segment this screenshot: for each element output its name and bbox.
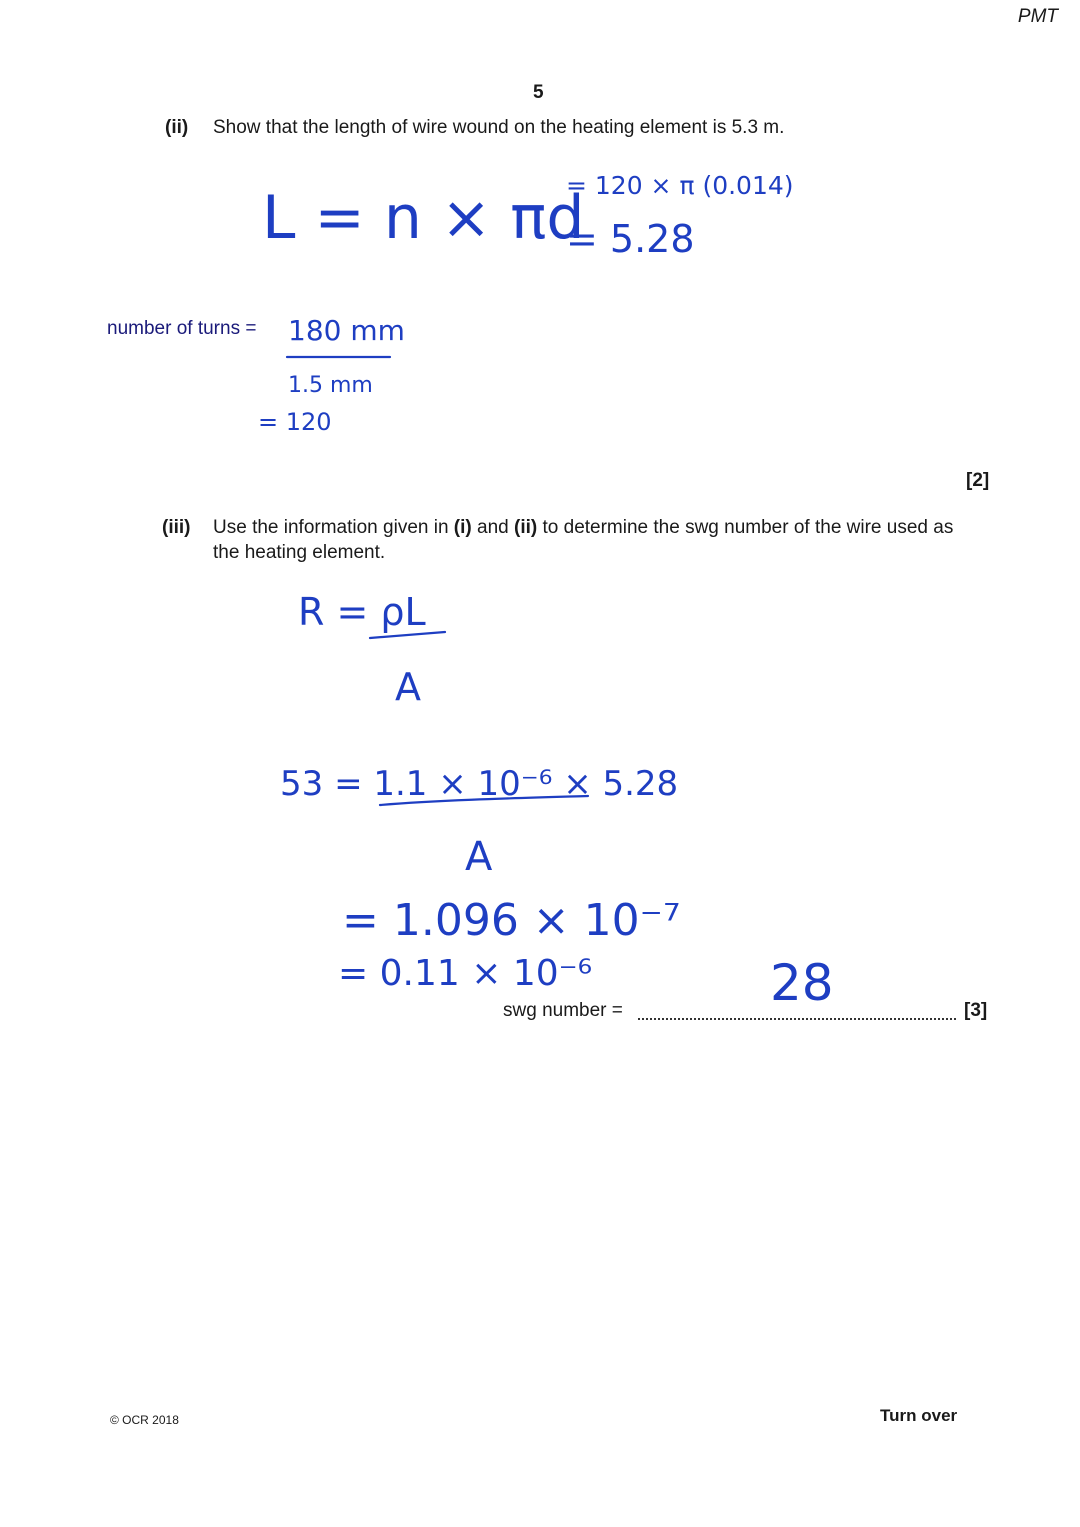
- copyright: © OCR 2018: [110, 1413, 179, 1427]
- ref-i: (i): [453, 517, 472, 538]
- question-ii: [165, 115, 784, 140]
- length-result: = 5.28: [566, 217, 695, 261]
- length-formula: L = n × πd: [262, 183, 585, 253]
- marks-ii: [2]: [966, 470, 990, 491]
- equation-numerator: 53 = 1.1 × 10⁻⁶ × 5.28: [280, 764, 679, 804]
- turns-denominator: 1.5 mm: [288, 373, 373, 398]
- resistance-fraction-bar: [370, 632, 445, 638]
- question-ii-text: Show that the length of wire wound on the heating element is 5.3 m.: [213, 117, 785, 138]
- resistance-denominator: A: [395, 665, 421, 709]
- equation-denominator: A: [465, 834, 493, 880]
- question-iii-label: (iii): [162, 517, 191, 538]
- area-value-2: = 0.11 × 10⁻⁶: [338, 953, 593, 994]
- ref-ii: (ii): [514, 517, 538, 538]
- equation-fraction-bar: [380, 796, 588, 805]
- area-value-1: = 1.096 × 10⁻⁷: [342, 895, 681, 946]
- question-iii-text-3: the heating element.: [213, 542, 386, 563]
- and-word: and: [477, 517, 509, 538]
- turns-result: = 120: [258, 408, 332, 436]
- swg-answer-label: swg number =: [503, 1000, 623, 1021]
- turns-label: number of turns =: [107, 318, 257, 339]
- question-iii: [162, 515, 1002, 565]
- turn-over: Turn over: [880, 1406, 958, 1425]
- page-number: 5: [533, 82, 544, 103]
- resistance-formula: R = ρL: [298, 590, 426, 634]
- question-iii-text-1: Use the information given in: [213, 517, 449, 538]
- marks-iii: [3]: [964, 1000, 988, 1021]
- length-substitution: = 120 × π (0.014): [566, 171, 794, 200]
- turns-numerator: 180 mm: [288, 314, 405, 347]
- question-ii-label: (ii): [165, 117, 189, 138]
- swg-answer: 28: [770, 954, 834, 1012]
- swg-answer-line[interactable]: [638, 1018, 956, 1020]
- watermark: PMT: [1017, 6, 1058, 27]
- question-iii-text-2: to determine the swg number of the wire used as: [542, 517, 954, 538]
